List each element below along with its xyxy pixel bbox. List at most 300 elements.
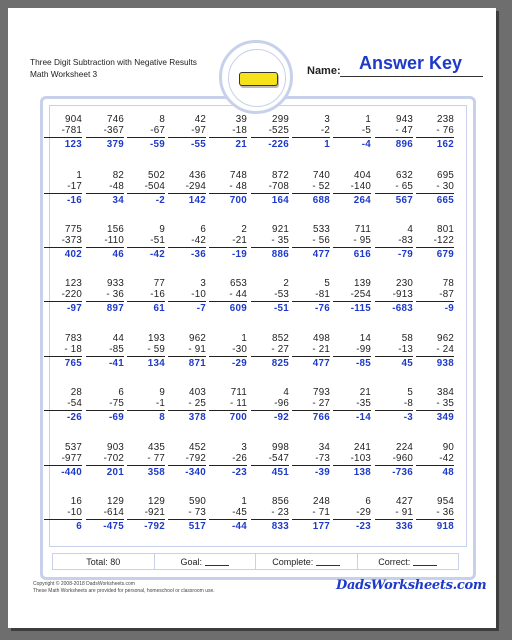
problem-subtrahend: - 11 [209,398,247,411]
problem-answer: 1 [324,139,330,150]
problem-5-5 [209,333,247,369]
problem-subtrahend: - 95 [333,235,371,248]
problem-subtrahend: -97 [168,125,206,138]
problem-minuend: 590 [189,496,206,507]
problem-subtrahend: -83 [375,235,413,248]
problem-minuend: 3 [324,114,330,125]
footer-text [33,581,215,595]
problem-8-2 [86,496,124,532]
problem-answer: 938 [436,358,454,369]
problem-2-2 [86,170,124,206]
problem-minuend: 711 [354,224,371,235]
problem-6-2 [86,387,124,423]
problem-minuend: 3 [200,278,206,289]
problem-minuend: 404 [354,170,371,181]
problem-subtrahend: -13 [375,344,413,357]
usage-note: These Math Worksheets are provided for personal, homeschool or classroom use. [33,588,215,594]
problem-1-5 [209,114,247,150]
problem-subtrahend: -87 [416,289,454,302]
problem-5-8 [333,333,371,369]
problem-minuend: 695 [437,170,454,181]
problem-5-3 [127,333,165,369]
problem-answer: -23 [231,467,247,478]
problem-answer: 477 [312,249,330,260]
problem-subtrahend: -10 [44,507,82,520]
problem-minuend: 783 [65,333,82,344]
problem-answer: 765 [64,358,82,369]
problem-minuend: 1 [241,496,247,507]
problem-2-4 [168,170,206,206]
problem-6-1 [44,387,82,423]
problem-answer: -69 [108,412,124,423]
problem-7-9 [375,442,413,478]
problem-answer: 609 [229,303,247,314]
problem-answer: 6 [76,521,82,532]
problem-minuend: 241 [354,442,371,453]
correct-blank[interactable] [413,557,437,566]
problem-7-3 [127,442,165,478]
problem-5-4 [168,333,206,369]
problem-minuend: 653 [230,278,247,289]
problem-minuend: 921 [272,224,289,235]
problem-subtrahend: -81 [292,289,330,302]
problem-subtrahend: -103 [333,453,371,466]
problem-answer: -42 [149,249,165,260]
problem-minuend: 856 [272,496,289,507]
problem-answer: 700 [229,195,247,206]
brand-logo: DadsWorksheets.com [336,578,487,593]
problem-answer: 688 [312,195,330,206]
problem-answer: -41 [108,358,124,369]
goal-blank[interactable] [205,557,229,566]
problem-minuend: 746 [107,114,124,125]
problem-3-9 [375,224,413,260]
problem-answer: -9 [444,303,454,314]
problem-minuend: 962 [189,333,206,344]
problem-4-6 [251,278,289,314]
problem-minuend: 58 [401,333,413,344]
problem-minuend: 44 [112,333,124,344]
problem-4-7 [292,278,330,314]
problem-subtrahend: - 71 [292,507,330,520]
problem-answer: -59 [149,139,165,150]
problem-minuend: 962 [437,333,454,344]
problem-subtrahend: - 36 [86,289,124,302]
problem-subtrahend: -504 [127,181,165,194]
problem-2-6 [251,170,289,206]
problem-minuend: 238 [437,114,454,125]
problem-subtrahend: - 44 [209,289,247,302]
problem-8-1 [44,496,82,532]
problem-minuend: 740 [313,170,330,181]
problem-minuend: 711 [230,387,247,398]
problem-1-10 [416,114,454,150]
problem-answer: -16 [66,195,82,206]
problem-subtrahend: -75 [86,398,124,411]
problem-subtrahend: - 35 [416,398,454,411]
summary-total: Total: 80 [53,554,155,569]
problem-answer: -736 [392,467,413,478]
problem-minuend: 6 [118,387,124,398]
problem-minuend: 156 [107,224,124,235]
problem-subtrahend: -110 [86,235,124,248]
problem-answer: 8 [159,412,165,423]
problem-5-9 [375,333,413,369]
problem-answer: 517 [188,521,206,532]
problem-answer: -475 [103,521,124,532]
problem-answer: 142 [188,195,206,206]
problem-subtrahend: -42 [416,453,454,466]
problem-answer: 477 [312,358,330,369]
problem-minuend: 1 [241,333,247,344]
problem-minuend: 2 [283,278,289,289]
problem-7-6 [251,442,289,478]
problem-4-4 [168,278,206,314]
problem-subtrahend: -30 [209,344,247,357]
problem-8-5 [209,496,247,532]
problem-1-7 [292,114,330,150]
problem-subtrahend: -702 [86,453,124,466]
problem-subtrahend: -10 [168,289,206,302]
problem-subtrahend: -21 [209,235,247,248]
problem-1-6 [251,114,289,150]
problem-minuend: 904 [65,114,82,125]
problem-6-5 [209,387,247,423]
problem-answer: -792 [144,521,165,532]
problem-subtrahend: - 25 [168,398,206,411]
problem-subtrahend: -8 [375,398,413,411]
problem-answer: 679 [436,249,454,260]
problem-subtrahend: -5 [333,125,371,138]
problem-answer: 833 [271,521,289,532]
problem-subtrahend: - 52 [292,181,330,194]
problem-7-4 [168,442,206,478]
problem-3-2 [86,224,124,260]
problem-minuend: 872 [272,170,289,181]
problem-answer: -92 [273,412,289,423]
problem-subtrahend: -921 [127,507,165,520]
problem-answer: 897 [106,303,124,314]
problem-answer: -115 [350,303,371,314]
problem-4-9 [375,278,413,314]
problem-8-8 [333,496,371,532]
problem-5-6 [251,333,289,369]
problem-1-2 [86,114,124,150]
problem-minuend: 775 [65,224,82,235]
problem-subtrahend: - 91 [375,507,413,520]
problem-3-10 [416,224,454,260]
problem-answer: 616 [353,249,371,260]
problem-answer: 177 [312,521,330,532]
problem-answer: 264 [353,195,371,206]
problem-subtrahend: -51 [127,235,165,248]
problem-subtrahend: -254 [333,289,371,302]
problem-subtrahend: - 65 [375,181,413,194]
problem-minuend: 852 [272,333,289,344]
problem-7-5 [209,442,247,478]
problem-answer: 123 [64,139,82,150]
problem-subtrahend: -294 [168,181,206,194]
problem-answer: 402 [64,249,82,260]
problem-minuend: 384 [437,387,454,398]
problem-7-2 [86,442,124,478]
summary-goal[interactable]: Goal: [155,554,257,569]
problem-minuend: 954 [437,496,454,507]
problem-answer: 451 [271,467,289,478]
problem-subtrahend: -26 [209,453,247,466]
problem-6-3 [127,387,165,423]
problem-answer: -97 [66,303,82,314]
problem-minuend: 9 [159,387,165,398]
problem-6-10 [416,387,454,423]
problem-subtrahend: -48 [86,181,124,194]
problem-minuend: 14 [359,333,371,344]
summary-bar [52,553,459,570]
problem-subtrahend: -708 [251,181,289,194]
problem-subtrahend: - 56 [292,235,330,248]
problem-subtrahend: - 48 [209,181,247,194]
problem-2-10 [416,170,454,206]
problem-7-10 [416,442,454,478]
problem-minuend: 82 [112,170,124,181]
problem-minuend: 34 [318,442,330,453]
worksheet-subtitle: Math Worksheet 3 [30,69,98,79]
problem-subtrahend: -960 [375,453,413,466]
problem-2-1 [44,170,82,206]
problem-answer: -79 [397,249,413,260]
problem-minuend: 123 [65,278,82,289]
problem-subtrahend: - 77 [127,453,165,466]
problem-subtrahend: -85 [86,344,124,357]
problem-answer: -7 [196,303,206,314]
problem-subtrahend: -35 [333,398,371,411]
problem-subtrahend: -547 [251,453,289,466]
problem-1-8 [333,114,371,150]
problem-subtrahend: -913 [375,289,413,302]
problem-3-5 [209,224,247,260]
problem-subtrahend: -140 [333,181,371,194]
complete-blank[interactable] [316,557,340,566]
problem-4-2 [86,278,124,314]
problem-minuend: 748 [230,170,247,181]
copyright-text: Copyright © 2008-2018 DadsWorksheets.com [33,581,135,587]
problem-subtrahend: -373 [44,235,82,248]
problem-3-7 [292,224,330,260]
problem-minuend: 533 [313,224,330,235]
problem-subtrahend: -18 [209,125,247,138]
problem-minuend: 4 [407,224,413,235]
problem-7-7 [292,442,330,478]
problem-answer: 665 [436,195,454,206]
problem-answer: 201 [106,467,124,478]
problem-minuend: 3 [241,442,247,453]
problem-minuend: 1 [365,114,371,125]
summary-complete[interactable]: Complete: [256,554,358,569]
problem-answer: -683 [392,303,413,314]
badge-ring [228,49,286,107]
problem-2-3 [127,170,165,206]
problem-answer: 164 [271,195,289,206]
problem-answer: 34 [112,195,124,206]
problem-answer: 358 [147,467,165,478]
problem-6-9 [375,387,413,423]
problem-answer: 138 [353,467,371,478]
problem-minuend: 998 [272,442,289,453]
problem-8-6 [251,496,289,532]
problem-subtrahend: - 23 [251,507,289,520]
problem-answer: -226 [268,139,289,150]
problem-2-5 [209,170,247,206]
problem-answer: -55 [190,139,206,150]
worksheet-title: Three Digit Subtraction with Negative Results [30,57,197,67]
problem-minuend: 632 [396,170,413,181]
problem-subtrahend: -614 [86,507,124,520]
problem-minuend: 427 [396,496,413,507]
problem-minuend: 801 [437,224,454,235]
problem-minuend: 903 [107,442,124,453]
problem-6-4 [168,387,206,423]
problem-subtrahend: - 76 [416,125,454,138]
problem-minuend: 224 [396,442,413,453]
problem-answer: -39 [314,467,330,478]
problem-answer: 871 [188,358,206,369]
header-badge [219,40,293,114]
problem-subtrahend: - 30 [416,181,454,194]
problem-subtrahend: -29 [333,507,371,520]
problem-answer: 349 [436,412,454,423]
problem-answer: -19 [231,249,247,260]
problem-1-4 [168,114,206,150]
problem-minuend: 2 [241,224,247,235]
problem-answer: 567 [395,195,413,206]
problem-minuend: 943 [396,114,413,125]
problem-answer: 896 [395,139,413,150]
problem-subtrahend: - 47 [375,125,413,138]
problem-minuend: 299 [272,114,289,125]
problem-answer: -29 [231,358,247,369]
problem-minuend: 4 [283,387,289,398]
problem-minuend: 436 [189,170,206,181]
problem-answer: 162 [436,139,454,150]
problem-4-5 [209,278,247,314]
problem-answer: -340 [185,467,206,478]
problem-4-3 [127,278,165,314]
problem-minuend: 8 [159,114,165,125]
problem-subtrahend: - 73 [168,507,206,520]
problem-3-6 [251,224,289,260]
problem-answer: -26 [66,412,82,423]
problem-minuend: 9 [159,224,165,235]
problem-5-2 [86,333,124,369]
problem-minuend: 248 [313,496,330,507]
problem-answer: 700 [229,412,247,423]
problem-answer: 45 [401,358,413,369]
problem-minuend: 498 [313,333,330,344]
problem-3-3 [127,224,165,260]
summary-correct[interactable]: Correct: [358,554,459,569]
problem-minuend: 42 [194,114,206,125]
problem-minuend: 403 [189,387,206,398]
problem-8-9 [375,496,413,532]
problem-2-7 [292,170,330,206]
problem-answer: -36 [190,249,206,260]
problem-5-7 [292,333,330,369]
problem-minuend: 28 [70,387,82,398]
problem-subtrahend: - 27 [292,398,330,411]
problem-subtrahend: -42 [168,235,206,248]
problem-7-8 [333,442,371,478]
problem-minuend: 6 [365,496,371,507]
name-field[interactable] [307,52,487,78]
problem-minuend: 1 [76,170,82,181]
problem-answer: 48 [442,467,454,478]
problem-subtrahend: -792 [168,453,206,466]
problem-4-8 [333,278,371,314]
problem-subtrahend: -54 [44,398,82,411]
problem-3-1 [44,224,82,260]
problem-subtrahend: -53 [251,289,289,302]
problem-answer: -3 [403,412,413,423]
problem-subtrahend: -367 [86,125,124,138]
problem-subtrahend: -45 [209,507,247,520]
problem-2-9 [375,170,413,206]
problem-answer: 918 [436,521,454,532]
problem-minuend: 5 [324,278,330,289]
problem-minuend: 78 [442,278,454,289]
problem-subtrahend: -122 [416,235,454,248]
problem-8-4 [168,496,206,532]
problem-minuend: 230 [396,278,413,289]
problem-subtrahend: -781 [44,125,82,138]
problem-subtrahend: - 18 [44,344,82,357]
problem-answer: -4 [361,139,371,150]
problem-subtrahend: - 27 [251,344,289,357]
problem-minuend: 435 [148,442,165,453]
problem-subtrahend: -96 [251,398,289,411]
problem-3-4 [168,224,206,260]
problem-minuend: 933 [107,278,124,289]
problem-answer: -85 [355,358,371,369]
problem-subtrahend: - 21 [292,344,330,357]
problem-minuend: 21 [359,387,371,398]
problem-answer: 766 [312,412,330,423]
problem-subtrahend: -67 [127,125,165,138]
problem-answer: 379 [106,139,124,150]
problem-8-10 [416,496,454,532]
name-line [340,76,483,77]
problem-answer: 378 [188,412,206,423]
problem-answer: 61 [153,303,165,314]
problem-answer: 336 [395,521,413,532]
answer-key-label: Answer Key [359,53,463,73]
problem-subtrahend: - 24 [416,344,454,357]
problem-answer: 825 [271,358,289,369]
problem-answer: -51 [273,303,289,314]
problem-1-1 [44,114,82,150]
problem-5-10 [416,333,454,369]
problem-subtrahend: - 91 [168,344,206,357]
problem-3-8 [333,224,371,260]
problem-answer: 886 [271,249,289,260]
problem-subtrahend: -525 [251,125,289,138]
problem-answer: 46 [112,249,124,260]
problem-minuend: 39 [235,114,247,125]
problem-4-10 [416,278,454,314]
problem-answer: -23 [355,521,371,532]
problem-8-7 [292,496,330,532]
problem-8-3 [127,496,165,532]
problem-subtrahend: -1 [127,398,165,411]
